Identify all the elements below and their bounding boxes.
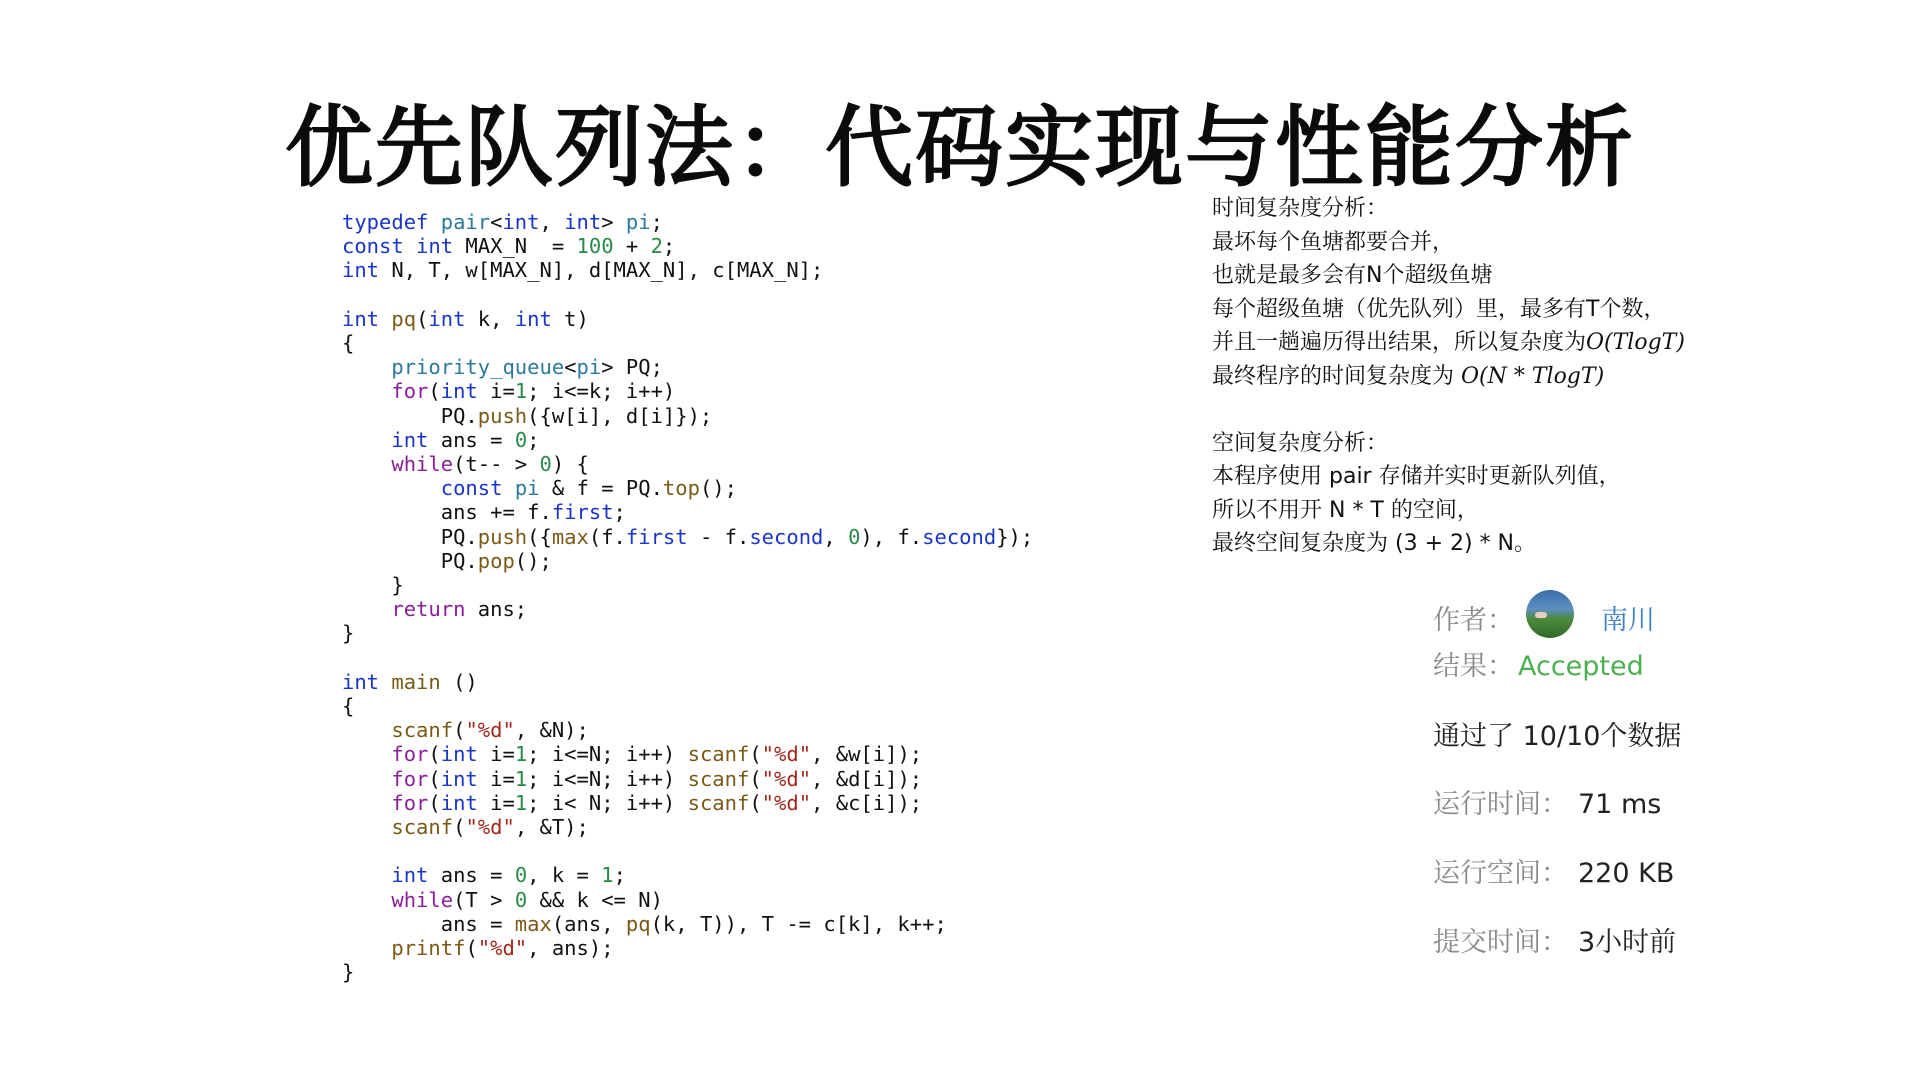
code-token: for xyxy=(391,766,429,791)
code-token: { xyxy=(342,331,355,356)
code-token: ans; xyxy=(465,597,528,622)
code-token: push xyxy=(477,403,528,428)
code-token: t) xyxy=(551,306,589,331)
space-complexity-heading: 空间复杂度分析： xyxy=(1212,430,1389,456)
author-row xyxy=(1433,598,1514,637)
code-token: { xyxy=(342,694,355,719)
code-token: first xyxy=(551,500,614,525)
code-token: 1 xyxy=(514,766,528,791)
code-token: }); xyxy=(996,524,1034,549)
code-token: int xyxy=(391,427,429,452)
code-line xyxy=(342,815,589,839)
author-name-link[interactable]: 南川 xyxy=(1601,605,1655,636)
code-token: } xyxy=(342,621,355,646)
code-token: priority_queue xyxy=(391,355,565,380)
code-token xyxy=(342,888,391,912)
code-token: 1 xyxy=(514,742,528,767)
code-token: ( xyxy=(428,790,441,815)
code-token: return xyxy=(391,597,466,622)
code-token: max xyxy=(551,524,589,549)
code-token: ans = xyxy=(428,863,515,888)
code-line xyxy=(342,234,675,258)
code-token: } xyxy=(342,960,355,985)
avatar-image xyxy=(1535,612,1547,618)
code-token: scanf xyxy=(391,815,454,840)
code-token: "%d" xyxy=(761,742,812,767)
code-token: ; i<=N; i++) xyxy=(527,742,688,767)
code-line xyxy=(342,936,614,960)
space-note-line: 本程序使用 pair 存储并实时更新队列值， xyxy=(1212,464,1621,489)
code-token: pair xyxy=(440,210,491,234)
code-token: scanf xyxy=(687,790,750,815)
code-token: , &N); xyxy=(514,718,589,743)
code-line xyxy=(342,476,737,500)
time-note-line: 也就是最多会有N个超级鱼塘 xyxy=(1212,263,1493,288)
code-token: int xyxy=(564,210,602,234)
time-note-line xyxy=(1212,360,1685,394)
code-token: int xyxy=(428,306,466,331)
runtime-row xyxy=(1433,782,1661,821)
code-token: const xyxy=(342,234,404,259)
code-line xyxy=(342,597,527,621)
code-token: - f. xyxy=(687,524,750,549)
code-token: , ans); xyxy=(527,936,614,961)
code-line xyxy=(342,767,922,791)
time-note-line: 最坏每个鱼塘都要合并， xyxy=(1212,229,1455,255)
code-token: ( xyxy=(416,306,429,331)
code-line xyxy=(342,307,589,331)
code-block xyxy=(342,210,1033,985)
code-token: 1 xyxy=(514,379,528,404)
code-line xyxy=(342,718,589,742)
code-token: second xyxy=(749,524,824,549)
code-token: ; i< N; i++) xyxy=(527,790,688,815)
runtime-label: 运行时间： xyxy=(1433,789,1568,820)
code-token: < xyxy=(564,355,577,380)
code-token xyxy=(342,718,391,742)
code-line xyxy=(342,500,626,524)
code-token xyxy=(342,355,391,379)
code-line xyxy=(342,912,947,936)
time-complexity-heading: 时间复杂度分析： xyxy=(1212,196,1389,221)
code-token: ans = xyxy=(342,911,515,936)
code-line xyxy=(342,621,354,645)
code-token: 0 xyxy=(848,524,861,549)
space-note-line: 所以不用开 N * T 的空间， xyxy=(1212,497,1479,523)
code-token: pi xyxy=(576,355,602,380)
code-token: scanf xyxy=(687,742,750,767)
code-line xyxy=(342,960,354,984)
code-token: , &w[i]); xyxy=(811,742,923,767)
code-token: PQ. xyxy=(342,548,478,573)
author-label: 作者： xyxy=(1433,605,1514,636)
memory-row xyxy=(1433,851,1674,890)
code-token: ) { xyxy=(551,452,589,477)
code-token: push xyxy=(477,524,528,549)
code-token: < xyxy=(490,210,503,234)
code-token xyxy=(379,670,391,694)
code-token: , xyxy=(539,210,565,234)
code-line xyxy=(342,525,1033,549)
code-token: while xyxy=(391,452,454,477)
code-token: , &T); xyxy=(514,815,589,840)
code-token: 1 xyxy=(514,790,528,815)
code-token: const xyxy=(440,476,503,501)
code-token: ({w[i], d[i]}); xyxy=(527,403,713,428)
code-token xyxy=(342,742,391,766)
code-token xyxy=(342,815,391,839)
code-token: printf xyxy=(391,936,466,961)
code-line xyxy=(342,791,922,815)
code-token: , k = xyxy=(527,863,602,888)
code-token: typedef xyxy=(342,210,429,234)
code-token: ( xyxy=(428,742,441,767)
code-token: for xyxy=(391,379,429,404)
code-line xyxy=(342,549,552,573)
author-name-row xyxy=(1601,598,1655,637)
code-token: ; xyxy=(613,500,626,525)
code-token: > PQ; xyxy=(601,355,663,380)
complexity-notes xyxy=(1212,192,1685,561)
code-token: max xyxy=(514,911,552,936)
code-token: 2 xyxy=(650,234,663,259)
code-token: "%d" xyxy=(761,790,812,815)
total-complexity-formula: O(N * TlogT) xyxy=(1461,363,1605,389)
code-token: int xyxy=(502,210,540,234)
code-token: top xyxy=(662,476,700,501)
code-token: ( xyxy=(453,718,466,743)
code-token xyxy=(379,307,391,331)
code-token: } xyxy=(342,573,404,598)
code-token: ( xyxy=(465,936,478,961)
code-token: & f = PQ. xyxy=(539,476,663,501)
code-token: while xyxy=(391,887,454,912)
code-token: ( xyxy=(749,766,762,791)
code-line xyxy=(342,258,823,282)
code-line xyxy=(342,331,354,355)
code-token: > xyxy=(601,210,626,234)
code-token: (T > xyxy=(453,887,515,912)
code-line xyxy=(342,404,712,428)
code-line xyxy=(342,379,675,403)
avatar[interactable] xyxy=(1526,590,1574,638)
code-token: + xyxy=(613,234,651,259)
code-token: int xyxy=(440,766,478,791)
code-token: (); xyxy=(514,548,552,573)
code-token xyxy=(342,452,391,476)
code-token: N, T, w[MAX_N], d[MAX_N], c[MAX_N]; xyxy=(379,258,824,283)
code-line xyxy=(342,210,663,234)
code-line xyxy=(342,670,478,694)
code-token: 0 xyxy=(539,452,552,477)
code-token: (ans, xyxy=(551,911,626,936)
code-token: (); xyxy=(699,476,737,501)
code-token xyxy=(428,210,440,234)
code-token: pop xyxy=(477,548,515,573)
result-row xyxy=(1433,644,1644,683)
code-line xyxy=(342,573,404,597)
result-label: 结果： xyxy=(1433,651,1514,682)
code-token: for xyxy=(391,790,429,815)
code-token: 0 xyxy=(514,427,528,452)
code-token: ( xyxy=(749,790,762,815)
code-token: ; i<=k; i++) xyxy=(527,379,676,404)
code-token: 1 xyxy=(601,863,614,888)
code-token: ( xyxy=(453,815,466,840)
code-token: ), f. xyxy=(860,524,923,549)
time-note-text: 最终程序的时间复杂度为 xyxy=(1212,363,1461,389)
code-token: int xyxy=(342,306,380,331)
code-token: "%d" xyxy=(477,936,528,961)
code-line xyxy=(342,888,663,912)
code-token: "%d" xyxy=(761,766,812,791)
code-token xyxy=(404,234,416,258)
code-token xyxy=(342,863,391,887)
code-token: scanf xyxy=(687,766,750,791)
code-token: i= xyxy=(477,790,515,815)
code-token: ; i<=N; i++) xyxy=(527,766,688,791)
code-token: ; xyxy=(527,427,540,452)
code-token: int xyxy=(440,379,478,404)
code-token: for xyxy=(391,742,429,767)
code-token: (k, T)), T -= c[k], k++; xyxy=(650,911,947,936)
code-token: pi xyxy=(625,210,651,234)
time-complexity-formula: O(TlogT) xyxy=(1586,330,1685,355)
code-token: , xyxy=(823,524,849,549)
status-badge: Accepted xyxy=(1518,651,1644,682)
code-token: i= xyxy=(477,379,515,404)
code-token xyxy=(342,767,391,791)
code-token: 0 xyxy=(514,863,528,888)
code-token: first xyxy=(625,524,688,549)
code-token: ( xyxy=(428,379,441,404)
code-token: int xyxy=(342,258,380,283)
runtime-value: 71 ms xyxy=(1578,789,1662,820)
code-token xyxy=(342,476,441,500)
code-token: (f. xyxy=(588,524,626,549)
passed-text: 通过了 10/10个数据 xyxy=(1433,721,1682,752)
code-token: k, xyxy=(465,306,515,331)
code-token: pq xyxy=(391,306,417,331)
submit-time-label: 提交时间： xyxy=(1433,927,1568,958)
code-token: ; xyxy=(613,863,626,888)
code-token: i= xyxy=(477,766,515,791)
code-token: pq xyxy=(625,911,651,936)
code-token xyxy=(502,476,514,500)
code-token: ; xyxy=(662,234,676,259)
code-token: ( xyxy=(428,766,441,791)
code-token xyxy=(342,379,391,403)
memory-value: 220 KB xyxy=(1578,858,1675,889)
spacer xyxy=(1212,393,1685,427)
code-token: () xyxy=(440,669,478,694)
code-token: ans = xyxy=(428,427,515,452)
code-token: main xyxy=(391,669,441,694)
code-token: int xyxy=(391,863,429,888)
time-note-line xyxy=(1212,326,1685,360)
time-note-text: 并且一趟遍历得出结果，所以复杂度为 xyxy=(1212,330,1587,355)
space-note-line: 最终空间复杂度为 (3 + 2) * N。 xyxy=(1212,531,1537,556)
code-token: second xyxy=(922,524,997,549)
page-title: 优先队列法：代码实现与性能分析 xyxy=(284,96,1635,199)
code-token: ( xyxy=(749,742,762,767)
code-token: int xyxy=(440,742,478,767)
code-line xyxy=(342,742,922,766)
submit-time-row xyxy=(1433,920,1676,959)
code-token: scanf xyxy=(391,718,454,743)
code-line xyxy=(342,694,354,718)
code-token: MAX_N = xyxy=(453,234,577,259)
code-token: int xyxy=(342,669,380,694)
code-token: , &c[i]); xyxy=(811,790,923,815)
code-line xyxy=(342,428,540,452)
code-line xyxy=(342,863,626,887)
code-token xyxy=(342,428,391,452)
code-line xyxy=(342,452,589,476)
code-line xyxy=(342,355,663,379)
code-token: pi xyxy=(514,476,540,501)
code-token: ; xyxy=(650,210,663,234)
code-token: "%d" xyxy=(465,815,515,840)
code-token: int xyxy=(514,306,552,331)
code-token xyxy=(342,936,391,960)
code-token: 0 xyxy=(514,887,528,912)
code-token: (t-- > xyxy=(453,452,540,477)
code-token: 100 xyxy=(576,234,614,259)
time-note-line: 每个超级鱼塘（优先队列）里，最多有T个数， xyxy=(1212,296,1666,322)
code-token xyxy=(342,597,391,621)
code-token: i= xyxy=(477,742,515,767)
submit-time-value: 3小时前 xyxy=(1578,927,1677,958)
code-token: ({ xyxy=(527,524,552,549)
code-token: PQ. xyxy=(342,524,478,549)
code-token: PQ. xyxy=(342,403,478,428)
code-token: int xyxy=(440,790,478,815)
code-token: && k <= N) xyxy=(527,887,663,912)
code-token: , &d[i]); xyxy=(811,766,923,791)
memory-label: 运行空间： xyxy=(1433,858,1568,889)
passed-row xyxy=(1433,714,1681,753)
code-token: "%d" xyxy=(465,718,515,743)
code-token: ans += f. xyxy=(342,500,552,525)
code-token: int xyxy=(416,234,454,259)
code-token xyxy=(342,791,391,815)
